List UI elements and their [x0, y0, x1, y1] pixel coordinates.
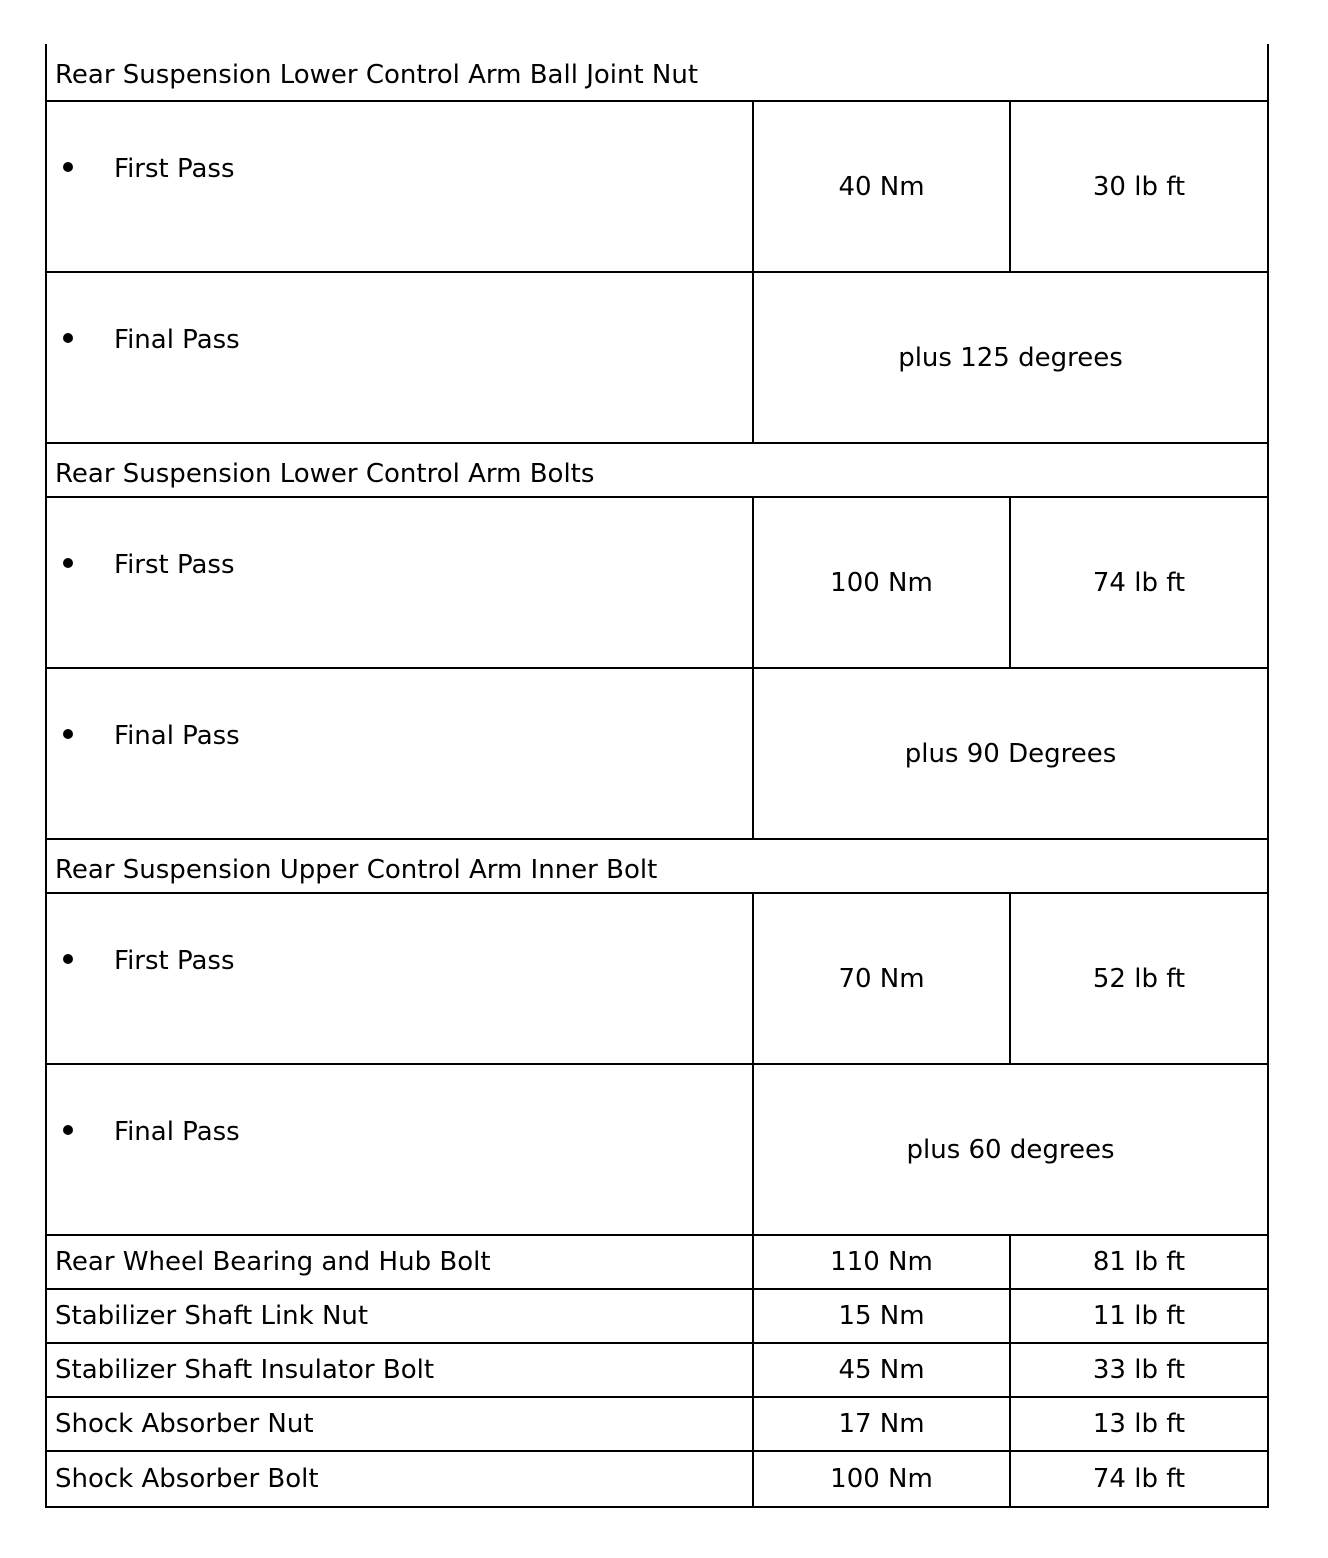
- metric-value: 100 Nm: [754, 1452, 1011, 1506]
- final-pass-row: [47, 273, 1267, 444]
- metric-value: 40 Nm: [754, 102, 1011, 271]
- metric-value: 45 Nm: [754, 1344, 1011, 1396]
- angle-value: plus 90 Degrees: [904, 738, 1117, 769]
- pass-label-cell: [47, 498, 754, 667]
- final-pass-row: [47, 1065, 1267, 1236]
- bullet-icon: [63, 1125, 73, 1135]
- section-header-row: [47, 840, 1267, 894]
- section-header-row: [47, 44, 1267, 102]
- section-header-row: [47, 444, 1267, 498]
- english-value: 52 lb ft: [1092, 963, 1186, 994]
- bullet-icon: [63, 162, 73, 172]
- metric-value: 17 Nm: [754, 1398, 1011, 1450]
- bullet-icon: [63, 954, 73, 964]
- fastener-name: Rear Wheel Bearing and Hub Bolt: [47, 1236, 754, 1288]
- pass-label: Final Pass: [114, 721, 240, 751]
- torque-spec-table: [45, 44, 1269, 1508]
- table-row: [47, 1290, 1267, 1344]
- english-value: 30 lb ft: [1092, 171, 1186, 202]
- pass-label: Final Pass: [114, 325, 240, 355]
- pass-label-cell: [47, 273, 754, 442]
- first-pass-row: [47, 894, 1267, 1065]
- table-row: [47, 1452, 1267, 1506]
- table-row: [47, 1236, 1267, 1290]
- pass-label-cell: [47, 1065, 754, 1234]
- english-value: 33 lb ft: [1092, 1355, 1186, 1385]
- angle-value: plus 60 degrees: [906, 1134, 1115, 1165]
- pass-label-cell: [47, 669, 754, 838]
- metric-value: 15 Nm: [754, 1290, 1011, 1342]
- section-title: Rear Suspension Lower Control Arm Bolts: [55, 459, 595, 489]
- angle-value: plus 125 degrees: [898, 342, 1123, 373]
- bullet-icon: [63, 333, 73, 343]
- metric-value: 100 Nm: [754, 498, 1011, 667]
- english-value: 74 lb ft: [1092, 1464, 1186, 1494]
- table-row: [47, 1344, 1267, 1398]
- english-value: 13 lb ft: [1092, 1409, 1186, 1439]
- english-value: 74 lb ft: [1092, 567, 1186, 598]
- pass-label-cell: [47, 894, 754, 1063]
- bullet-icon: [63, 558, 73, 568]
- fastener-name: Stabilizer Shaft Insulator Bolt: [47, 1344, 754, 1396]
- metric-value: 70 Nm: [754, 894, 1011, 1063]
- first-pass-row: [47, 498, 1267, 669]
- pass-label: First Pass: [114, 550, 235, 580]
- english-value: 11 lb ft: [1092, 1301, 1186, 1331]
- final-pass-row: [47, 669, 1267, 840]
- bullet-icon: [63, 729, 73, 739]
- fastener-name: Stabilizer Shaft Link Nut: [47, 1290, 754, 1342]
- section-title: Rear Suspension Lower Control Arm Ball Joint Nut: [55, 60, 699, 90]
- metric-value: 110 Nm: [754, 1236, 1011, 1288]
- pass-label: First Pass: [114, 154, 235, 184]
- table-row: [47, 1398, 1267, 1452]
- english-value: 81 lb ft: [1092, 1247, 1186, 1277]
- section-title: Rear Suspension Upper Control Arm Inner Bolt: [55, 855, 658, 885]
- pass-label: Final Pass: [114, 1117, 240, 1147]
- pass-label: First Pass: [114, 946, 235, 976]
- fastener-name: Shock Absorber Nut: [47, 1398, 754, 1450]
- fastener-name: Shock Absorber Bolt: [47, 1452, 754, 1506]
- first-pass-row: [47, 102, 1267, 273]
- pass-label-cell: [47, 102, 754, 271]
